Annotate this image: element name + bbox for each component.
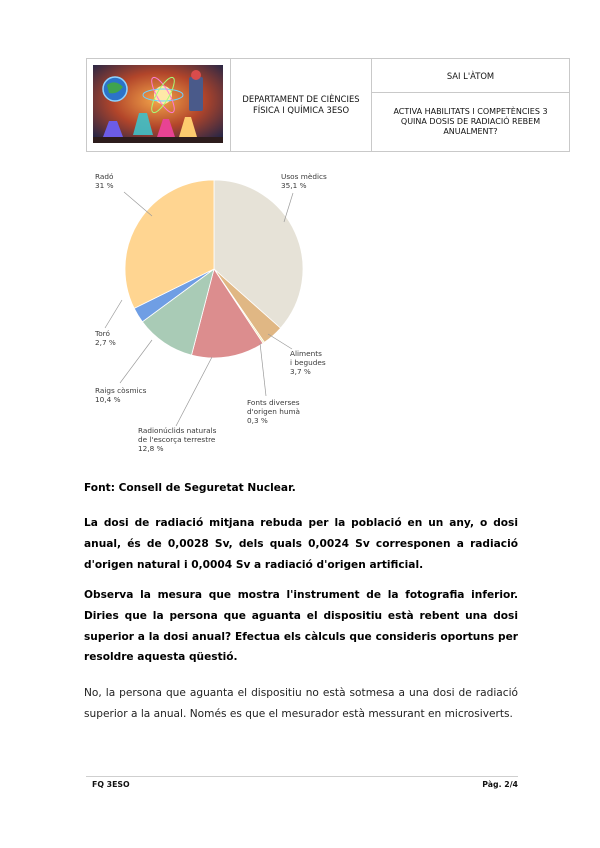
footer-divider bbox=[86, 776, 518, 777]
label-raigs-name: Raigs còsmics bbox=[95, 386, 147, 395]
unit-title: SAI L'ÀTOM bbox=[446, 70, 495, 81]
leader-radon bbox=[124, 192, 152, 216]
answer-paragraph: No, la persona que aguanta el dispositiu no està sotmesa a una dosi de radiació superior a la anual. Només es que el mesurador està messurant en microsiverts. bbox=[84, 687, 518, 720]
footer-course: FQ 3ESO bbox=[92, 780, 130, 789]
activity-title: ACTIVA HABILITATS I COMPETÈNCIES 3 QUINA DOSIS DE RADIACIÓ REBEM ANUALMENT? bbox=[393, 107, 548, 136]
label-toro-value: 2,7 % bbox=[95, 338, 116, 347]
leader-aliments bbox=[268, 334, 292, 349]
leader-radionuclids bbox=[176, 357, 212, 426]
label-usos-medics bbox=[281, 172, 327, 190]
label-aliments-line1: Aliments bbox=[290, 349, 322, 358]
source-note: Font: Consell de Seguretat Nuclear. bbox=[84, 482, 296, 494]
label-aliments-value: 3,7 % bbox=[290, 367, 311, 376]
label-usos-value: 35,1 % bbox=[281, 181, 307, 190]
label-radionuclids-line1: Radionúclids naturals bbox=[138, 426, 217, 435]
leader-usos bbox=[284, 193, 293, 222]
label-rado-name: Radó bbox=[95, 172, 114, 181]
label-rado bbox=[95, 172, 114, 190]
label-raigs-value: 10,4 % bbox=[95, 395, 121, 404]
label-raigs-cosmics bbox=[95, 386, 146, 404]
leader-toro bbox=[105, 300, 122, 328]
label-aliments-line2: i begudes bbox=[290, 358, 326, 367]
leader-raigs bbox=[120, 340, 152, 383]
label-fonts-line2: d'origen humà bbox=[247, 407, 301, 416]
footer-page-number: Pàg. 2/4 bbox=[482, 780, 518, 789]
label-radionuclids-value: 12,8 % bbox=[138, 444, 164, 453]
label-usos-name: Usos mèdics bbox=[281, 172, 327, 181]
label-rado-value: 31 % bbox=[95, 181, 114, 190]
department-name: DEPARTAMENT DE CIÈNCIES FÍSICA I QUÍMICA 3ESO bbox=[242, 94, 360, 115]
label-aliments bbox=[290, 349, 326, 376]
dose-info-paragraph: La dosi de radiació mitjana rebuda per la població en un any, o dosi anual, és de 0,0028 Sv, dels quals 0,0024 Sv corresponen a radiació d'origen natural i 0,0004 Sv a radiació d'origen artificial. bbox=[84, 517, 518, 571]
label-fonts-diverses bbox=[247, 398, 300, 425]
label-toro bbox=[95, 329, 116, 347]
label-radionuclids-line2: de l'escorça terrestre bbox=[138, 435, 216, 444]
question-paragraph: Observa la mesura que mostra l'instrument de la fotografia inferior. Diries que la persona que aguanta el dispositiu està rebent una dosi superior a la dosi anual? Efectua els càlculs que consideris oportuns per resoldre aquesta qüestió. bbox=[84, 589, 518, 664]
label-toro-name: Toró bbox=[95, 329, 110, 338]
leader-fonts bbox=[260, 343, 266, 396]
label-radionuclids bbox=[138, 426, 216, 453]
label-fonts-line1: Fonts diverses bbox=[247, 398, 300, 407]
label-fonts-value: 0,3 % bbox=[247, 416, 268, 425]
